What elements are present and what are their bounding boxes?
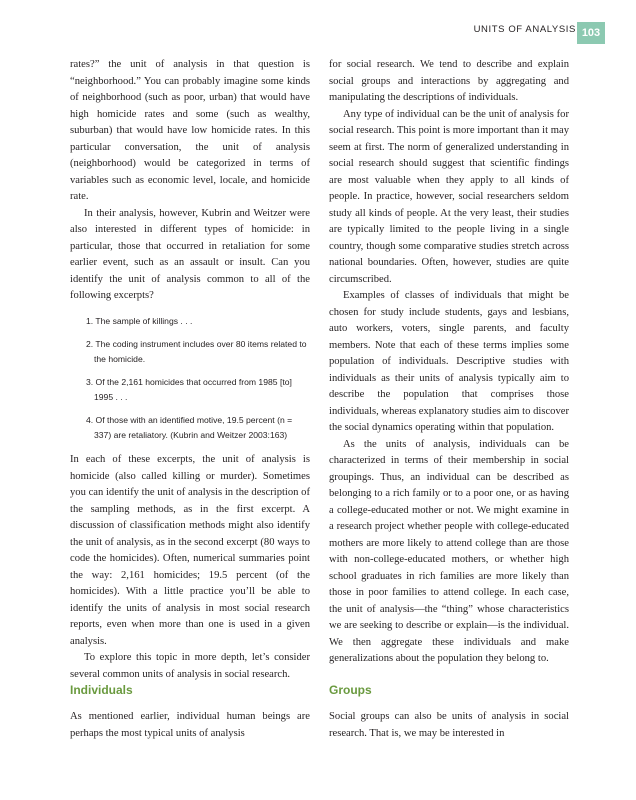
section-heading-groups: Groups	[329, 683, 372, 697]
excerpt-item: 2. The coding instrument includes over 80 items related to the homicide.	[86, 339, 307, 364]
section-body-groups	[329, 709, 569, 742]
left-paragraph-1: rates?” the unit of analysis in that question is “neighborhood.” You can probably imagine some kinds of neighborhood (such as poor, urban) that would have high homicide rates and some (such as wealthy, suburban) that would have low homicide rates. In this particular conversation, the unit of analysis (neighborhood) would be categorized in terms of variables such as economic level, locale, and homicide rate.	[70, 59, 310, 202]
groups-paragraph: Social groups can also be units of analysis in social research. That is, we may be interested in	[329, 711, 569, 739]
individuals-paragraph: As mentioned earlier, individual human beings are perhaps the most typical units of analysis	[70, 711, 310, 739]
page-number: 103	[577, 22, 605, 44]
left-column	[70, 57, 310, 683]
right-paragraph-1: for social research. We tend to describe and explain social groups and interactions by aggregating and manipulating the descriptions of individuals.	[329, 59, 569, 103]
excerpt-item: 4. Of those with an identified motive, 19.5 percent (n = 337) are retaliatory. (Kubrin and Weitzer 2003:163)	[86, 415, 293, 440]
right-paragraph-4: As the units of analysis, individuals can be characterized in terms of their membership in social groupings. Thus, an individual can be described as belonging to a rich family or to a poor one, or as having a college-educated mother or not. We might examine in a research project whether people with college-educated mothers are more likely to attend college than are those with non-college-educated mothers, or whether high school graduates in rich families are more likely than those in poor families to attend college. In each case, the unit of analysis—the “thing” whose characteristics we are seeking to describe or explain—is the individual. We then aggregate these individuals and make generalizations about the population they belong to.	[329, 438, 569, 664]
left-paragraph-3: In each of these excerpts, the unit of analysis is homicide (also called killing or murder). Sometimes you can identify the unit of analysis in the description of the sampling methods, as in the first excerpt. A discussion of classification methods might also identify the unit of analysis, as in the second excerpt (80 ways to code the homicides). Often, numerical summaries point the way: 2,161 homicides; 19.5 percent (of the homicides). With a little practice you’ll be able to identify the units of analysis in most social research reports, even when more than one is used in a given analysis.	[70, 454, 310, 647]
right-paragraph-2: Any type of individual can be the unit of analysis for social research. This point is more important than it may seem at first. The norm of generalized understanding in social research should suggest that scientific findings are most valuable when they apply to all kinds of people. In practice, however, social researchers seldom study all kinds of people. At the very least, their studies are typically limited to the people living in a single country, though some comparative studies stretch across national boundaries. Often, however, studies are quite circumscribed.	[329, 108, 569, 285]
running-head: UNITS OF ANALYSIS	[473, 24, 576, 35]
left-paragraph-2: In their analysis, however, Kubrin and Weitzer were also interested in different types of homicide: in particular, those that occurred in retaliation for some earlier event, such as an assault or insult. Can you identify the unit of analysis common to all of the following excerpts?	[70, 207, 310, 301]
left-paragraph-4: To explore this topic in more depth, let’s consider several common units of analysis in social research.	[70, 652, 310, 680]
right-paragraph-3: Examples of classes of individuals that might be chosen for study include students, gays and lesbians, auto workers, voters, single parents, and faculty members. Note that each of these terms implies some population of individuals. Descriptive studies with individuals as their units of analysis typically aim to describe the population that comprises those individuals, whereas explanatory studies aim to discover the social dynamics operating within that population.	[329, 290, 569, 433]
excerpt-item: 3. Of the 2,161 homicides that occurred from 1985 [to] 1995 . . .	[86, 377, 292, 402]
right-column	[329, 57, 569, 668]
section-body-individuals	[70, 709, 310, 742]
section-heading-individuals: Individuals	[70, 683, 133, 697]
excerpt-item: 1. The sample of killings . . .	[86, 315, 193, 326]
excerpt-list	[70, 314, 310, 443]
